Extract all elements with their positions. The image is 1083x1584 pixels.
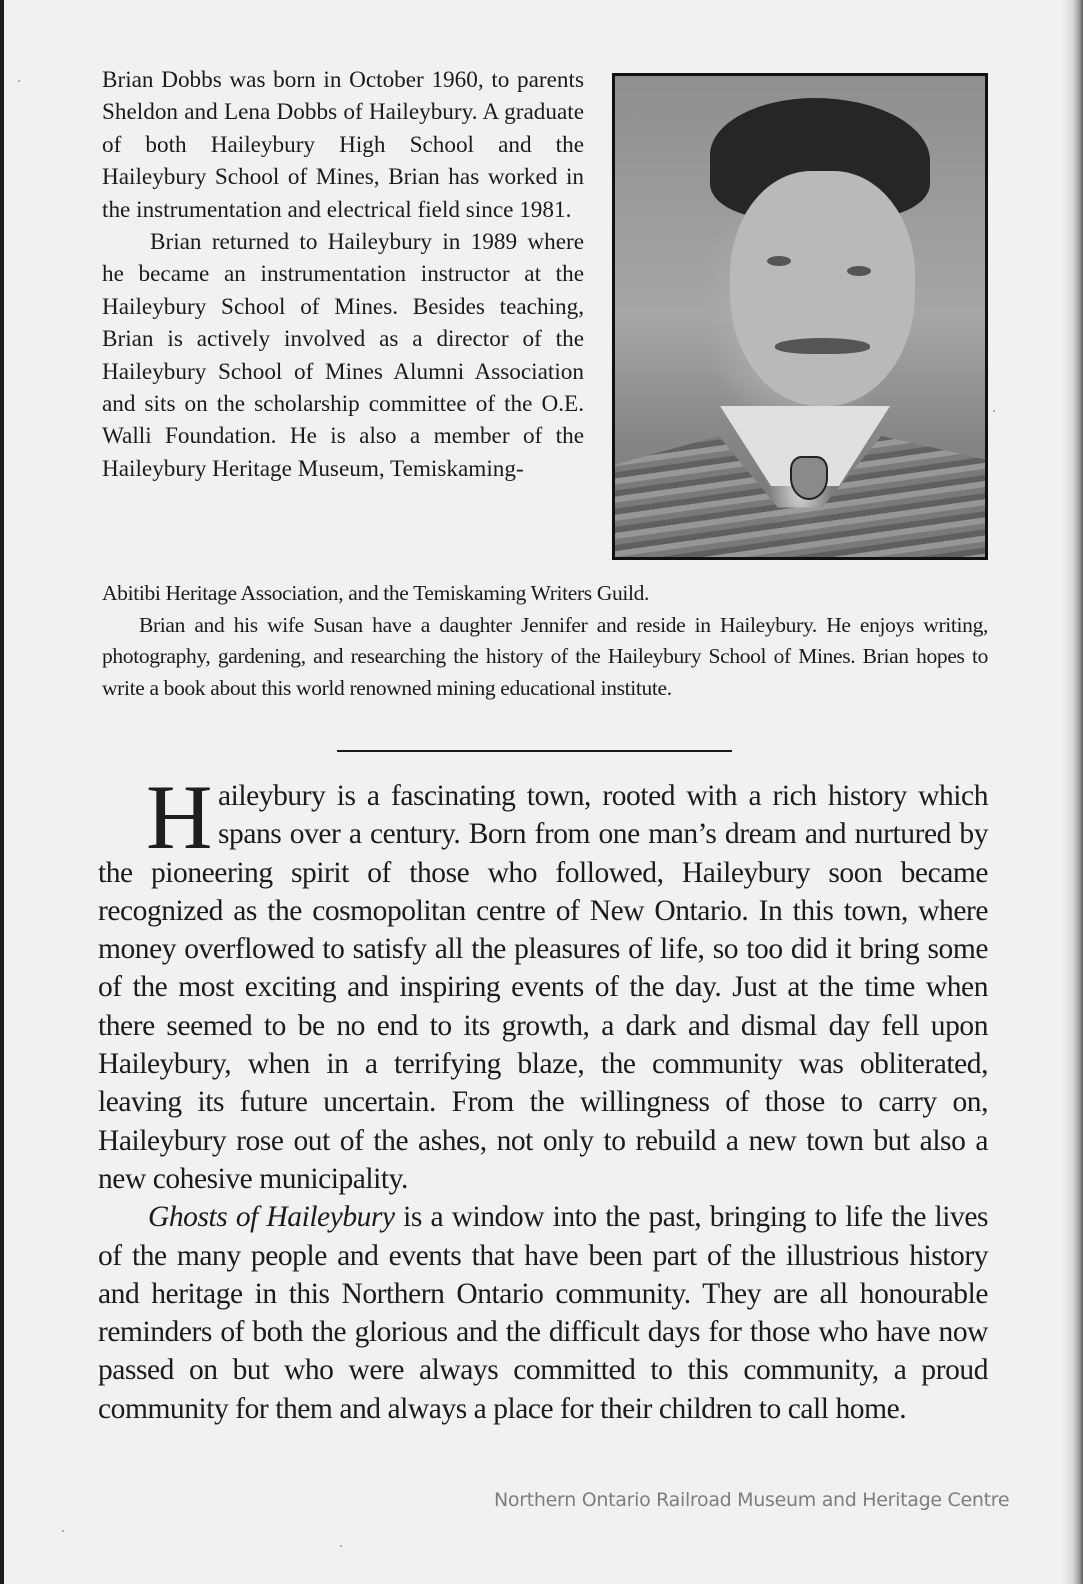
scan-left-edge: [0, 0, 4, 1584]
author-bio-wide: [102, 578, 988, 704]
watermark: Northern Ontario Railroad Museum and Heritage Centre: [494, 1489, 1010, 1511]
blurb-paragraph-2-text: is a window into the past, bringing to life the lives of the many people and events that have been part of the illustrious history and heritage in this Northern Ontario community. They are all honourable reminders of both the glorious and the difficult days for those who have now passed on but who were always committed to this community, a proud community for them and always a place for their children to call home.: [98, 1201, 988, 1425]
author-photo: [612, 73, 988, 560]
scan-speck: [18, 80, 20, 82]
book-blurb: [98, 766, 988, 1428]
bio-paragraph-2-continued: Abitibi Heritage Association, and the Temiskaming Writers Guild.: [102, 581, 650, 605]
photo-face: [730, 171, 915, 406]
section-divider: [337, 750, 732, 752]
author-bio-column: [102, 64, 584, 485]
bio-paragraph-1: Brian Dobbs was born in October 1960, to parents Sheldon and Lena Dobbs of Haileybury. A graduate of both Haileybury High School and the Haileybury School of Mines, Brian has worked in the instrumentation and electrical field since 1981.: [102, 67, 584, 223]
scan-speck: [340, 1545, 342, 1547]
scan-right-edge-shadow: [1061, 0, 1083, 1584]
blurb-paragraph-2: [98, 1198, 988, 1428]
scan-speck: [993, 410, 995, 412]
photo-eye-left: [767, 256, 791, 266]
blurb-paragraph-1: [98, 766, 988, 1198]
scan-speck: [62, 1530, 64, 1532]
photo-mustache: [775, 338, 870, 354]
bio-paragraph-2: Brian returned to Haileybury in 1989 where he became an instrumentation instructor at the Haileybury School of Mines. Besides teaching, Brian is actively involved as a director of the Haileybury School of Mines Alumni Association and sits on the scholarship committee of the O.E. Walli Foundation. He is also a member of the Haileybury Heritage Museum, Temiskaming-: [102, 229, 584, 482]
book-title: Ghosts of Haileybury: [148, 1201, 395, 1234]
drop-cap: H: [146, 766, 212, 868]
photo-eye-right: [847, 266, 871, 276]
bio-paragraph-3: Brian and his wife Susan have a daughter Jennifer and reside in Haileybury. He enjoys writing, photography, gardening, and researching the history of the Haileybury School of Mines. Brian hopes to write a book about this world renowned mining educational institute.: [102, 612, 988, 700]
blurb-paragraph-1-text: aileybury is a fascinating town, rooted with a rich history which spans over a century. Born from one man’s dream and nurtured by the pioneering spirit of those who followed, Haileybury soon became recognized as the cosmopolitan centre of New Ontario. In this town, where money overflowed to satisfy all the pleasures of life, so too did it bring some of the most exciting and inspiring events of the day. Just at the time when there seemed to be no end to its growth, a dark and dismal day fell upon Haileybury, when in a terrifying blaze, the community was obliterated, leaving its future uncertain. From the willingness of those to carry on, Haileybury rose out of the ashes, not only to rebuild a new town but also a new cohesive municipality.: [98, 780, 988, 1195]
photo-tie-knot: [790, 456, 828, 500]
